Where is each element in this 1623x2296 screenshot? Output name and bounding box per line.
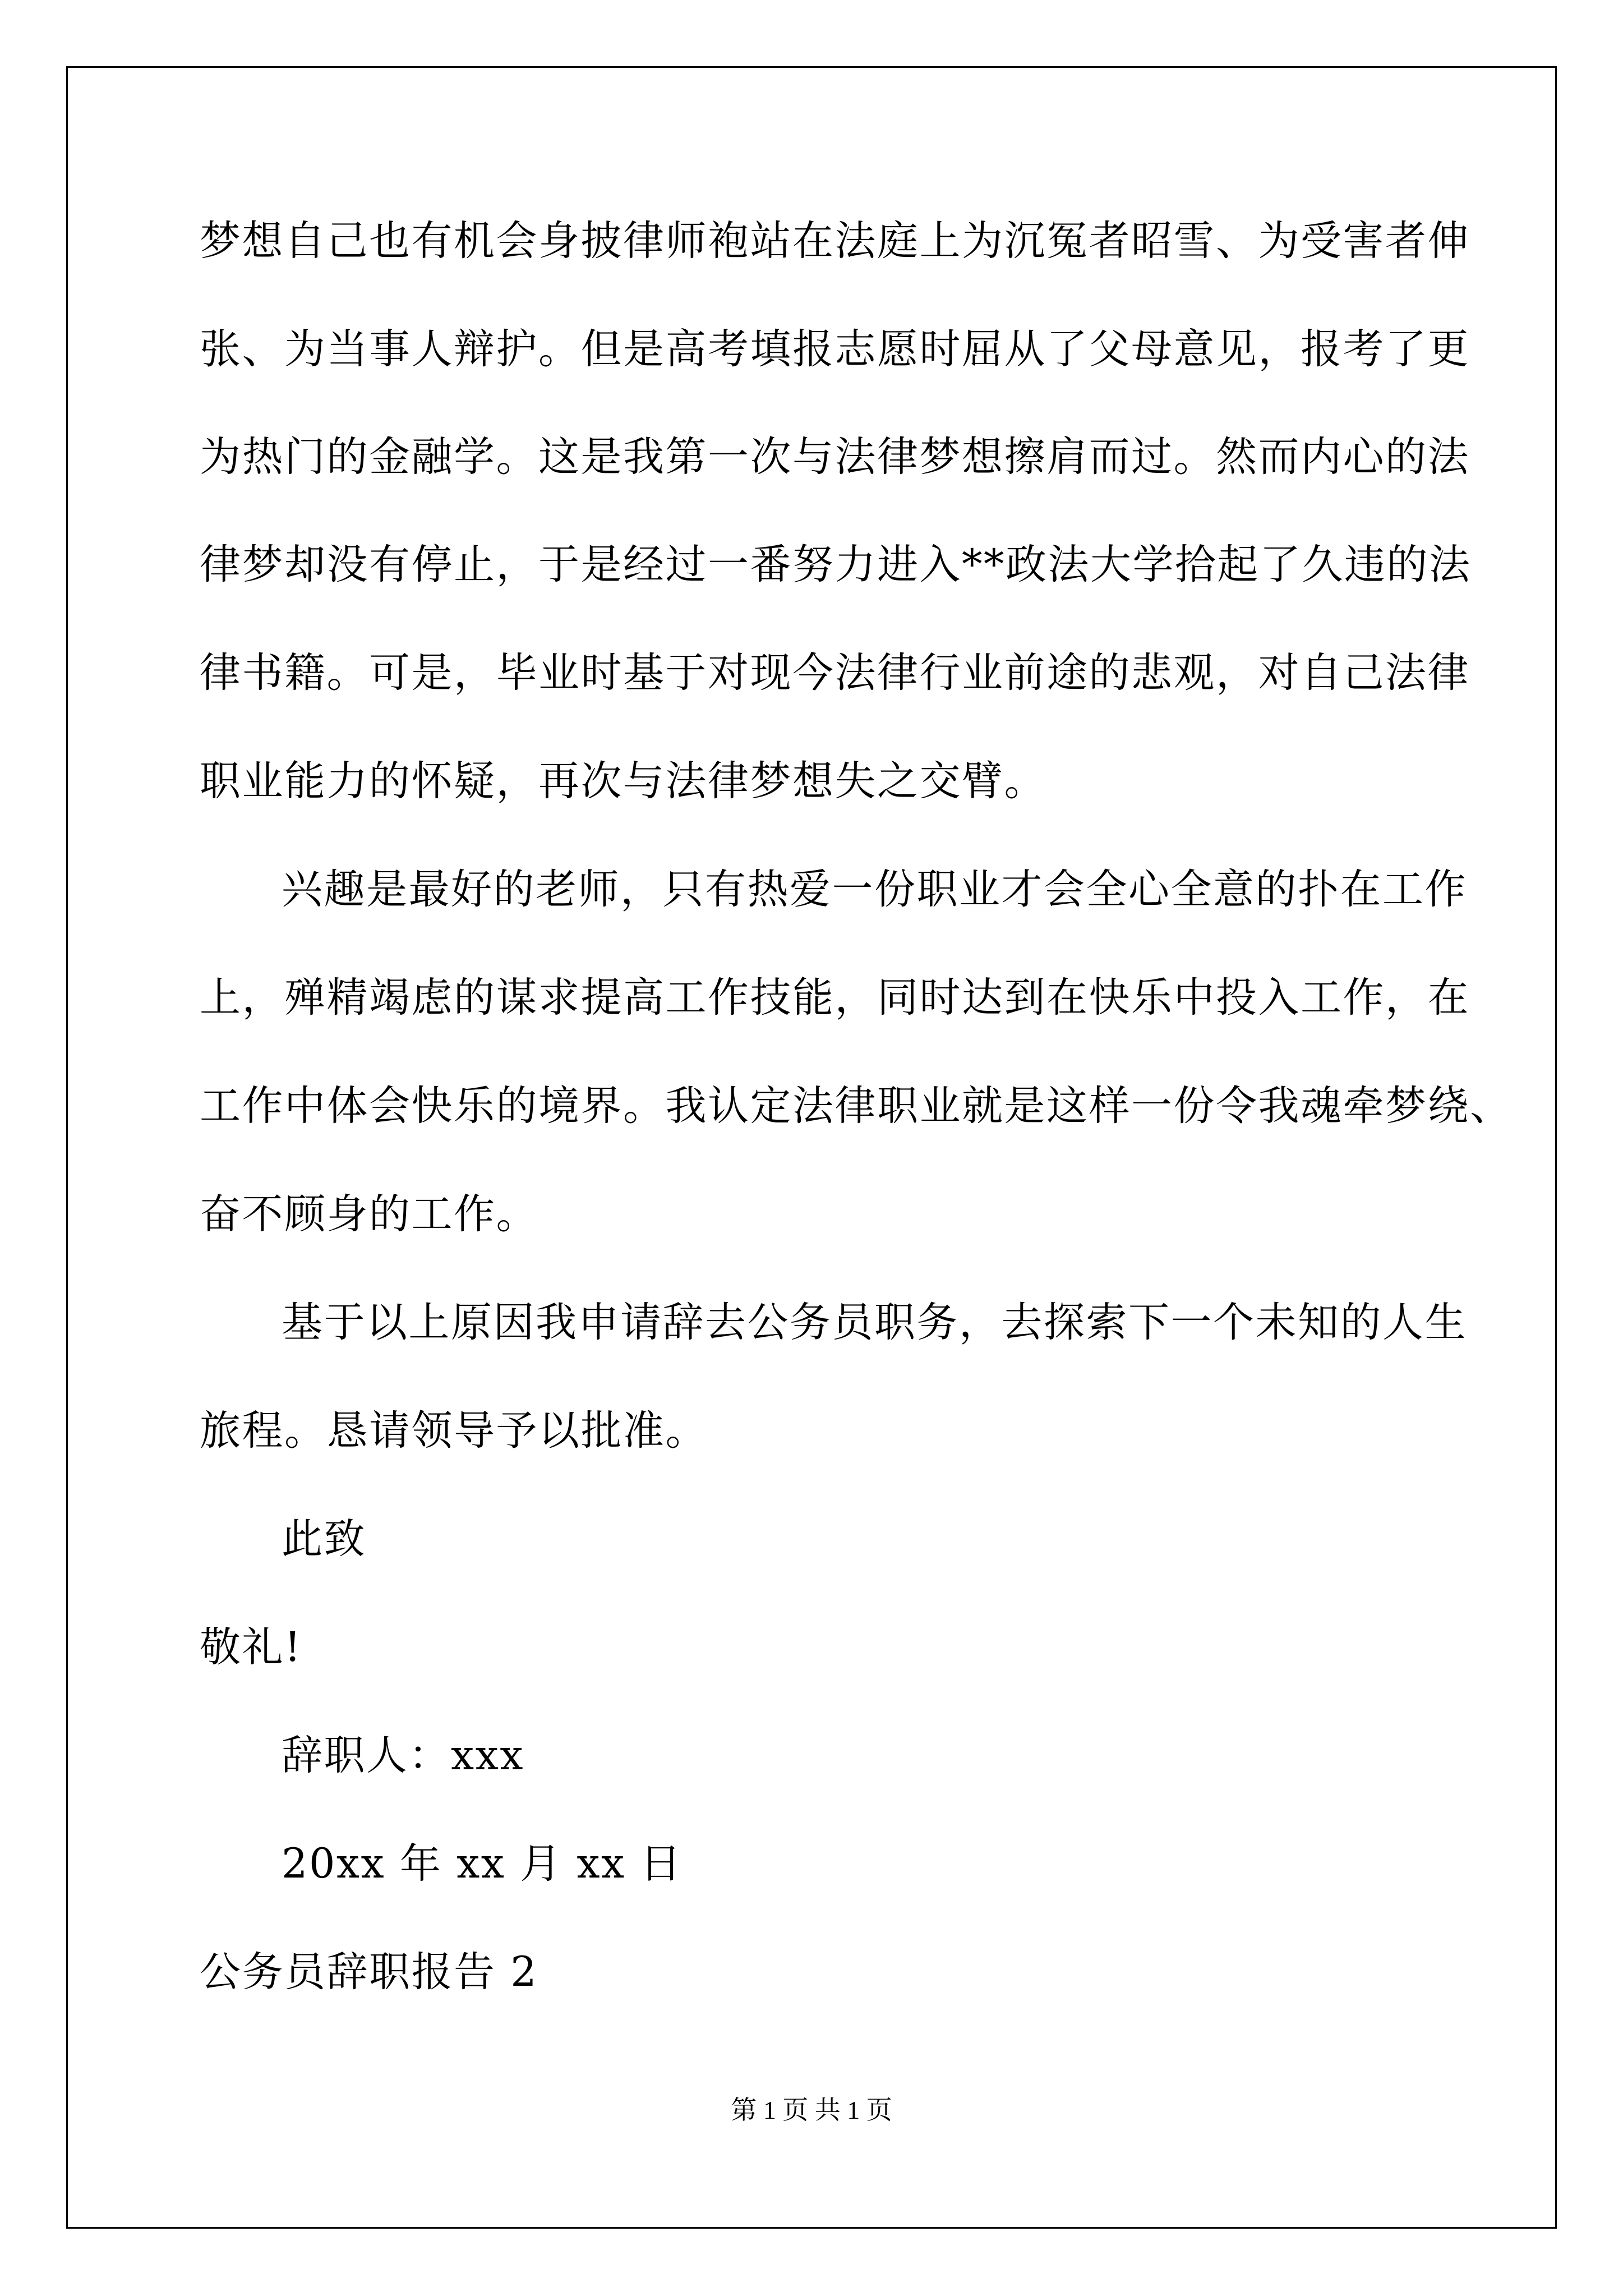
body-line-5: 律书籍。可是，毕业时基于对现今法律行业前途的悲观，对自己法律 — [200, 649, 1470, 697]
signature-line: 辞职人：xxx — [282, 1732, 525, 1779]
body-line-12: 旅程。恳请领导予以批准。 — [200, 1407, 708, 1455]
date-line: 20xx 年 xx 月 xx 日 — [282, 1840, 683, 1888]
body-line-1: 梦想自己也有机会身披律师袍站在法庭上为沉冤者昭雪、为受害者伸 — [200, 217, 1470, 265]
page-footer: 第 1 页 共 1 页 — [731, 2096, 892, 2124]
body-line-3: 为热门的金融学。这是我第一次与法律梦想擦肩而过。然而内心的法 — [200, 433, 1470, 481]
body-line-8: 上，殚精竭虑的谋求提高工作技能，同时达到在快乐中投入工作，在 — [200, 974, 1470, 1022]
body-line-10: 奋不顾身的工作。 — [200, 1190, 538, 1238]
body-line-7: 兴趣是最好的老师，只有热爱一份职业才会全心全意的扑在工作 — [282, 866, 1467, 913]
closing-regards: 敬礼! — [200, 1623, 302, 1671]
next-section-title: 公务员辞职报告 2 — [200, 1948, 538, 1996]
body-line-6: 职业能力的怀疑，再次与法律梦想失之交臂。 — [200, 757, 1046, 805]
page-border — [66, 66, 1557, 2229]
body-line-2: 张、为当事人辩护。但是高考填报志愿时屈从了父母意见，报考了更 — [200, 325, 1470, 373]
body-line-4: 律梦却没有停止，于是经过一番努力进入**政法大学拾起了久违的法 — [200, 541, 1472, 588]
body-line-9: 工作中体会快乐的境界。我认定法律职业就是这样一份令我魂牵梦绕、 — [200, 1082, 1513, 1130]
body-line-11: 基于以上原因我申请辞去公务员职务，去探索下一个未知的人生 — [282, 1299, 1467, 1346]
closing-salutation: 此致 — [282, 1515, 366, 1563]
